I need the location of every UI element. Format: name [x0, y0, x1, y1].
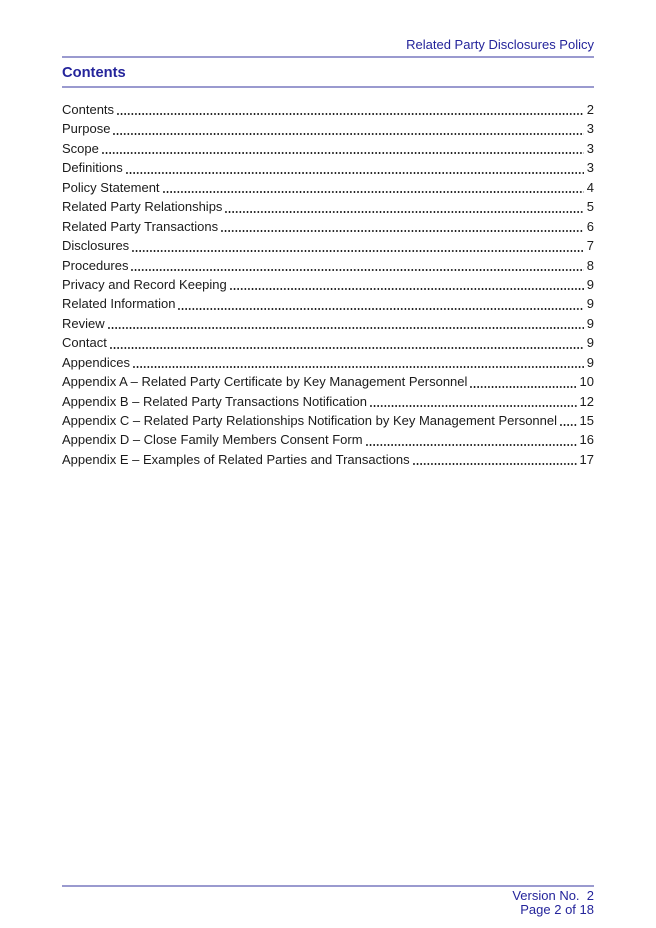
toc-entry-label: Policy Statement [62, 179, 160, 195]
toc-entry[interactable] [62, 333, 594, 352]
toc-entry-page-number: 9 [586, 335, 594, 351]
toc-entry-page-number: 10 [579, 374, 594, 390]
toc-entry[interactable] [62, 450, 594, 469]
toc-entry-label: Review [62, 315, 105, 331]
toc-dot-leader [363, 430, 580, 449]
toc-entry-page-number: 16 [579, 432, 594, 448]
toc-entry-label: Purpose [62, 121, 111, 137]
toc-dot-leader [160, 178, 587, 197]
toc-entry-label: Privacy and Record Keeping [62, 276, 227, 292]
toc-entry-page-number: 8 [586, 257, 594, 273]
toc-entry[interactable] [62, 294, 594, 313]
toc-dot-leader [105, 314, 587, 333]
toc-entry-page-number: 17 [579, 451, 594, 467]
toc-entry-label: Appendix E – Examples of Related Parties and Transactions [62, 451, 410, 467]
toc-entry-page-number: 6 [586, 218, 594, 234]
toc-entry-page-number: 3 [586, 160, 594, 176]
toc-entry-page-number: 9 [586, 276, 594, 292]
toc-entry[interactable] [62, 236, 594, 255]
toc-entry-label: Disclosures [62, 238, 130, 254]
toc-entry-page-number: 9 [586, 354, 594, 370]
toc-dot-leader [99, 139, 587, 158]
footer-page-number: Page 2 of 18 [520, 902, 594, 917]
contents-heading: Contents [62, 65, 594, 88]
toc-dot-leader [222, 197, 586, 216]
document-header [62, 0, 594, 58]
toc-entry[interactable] [62, 411, 594, 430]
toc-entry[interactable] [62, 139, 594, 158]
toc-entry-page-number: 3 [586, 121, 594, 137]
toc-dot-leader [129, 236, 587, 255]
toc-entry-page-number: 3 [586, 140, 594, 156]
toc-entry-page-number: 15 [579, 413, 594, 428]
toc-entry[interactable] [62, 392, 594, 411]
toc-entry-page-number: 12 [579, 393, 594, 409]
document-footer [62, 885, 594, 917]
table-of-contents [62, 100, 594, 469]
toc-entry-page-number: 5 [586, 199, 594, 215]
toc-entry-label: Appendix D – Close Family Members Consent Form [62, 432, 363, 448]
toc-entry-label: Appendix C – Related Party Relationships Notification by Key Management Personnel [62, 413, 557, 428]
toc-dot-leader [367, 392, 580, 411]
toc-entry[interactable] [62, 119, 594, 138]
toc-entry-label: Definitions [62, 160, 123, 176]
toc-entry-label: Procedures [62, 257, 129, 273]
toc-entry[interactable] [62, 372, 594, 391]
toc-entry[interactable] [62, 217, 594, 236]
toc-entry-label: Related Information [62, 296, 176, 312]
toc-entry[interactable] [62, 314, 594, 333]
footer-version-number: Version No. 2 [512, 888, 594, 903]
toc-dot-leader [218, 217, 587, 236]
toc-dot-leader [107, 333, 587, 352]
toc-entry-label: Scope [62, 140, 99, 156]
toc-entry-label: Contents [62, 102, 115, 117]
toc-entry[interactable] [62, 178, 594, 197]
toc-entry-page-number: 2 [586, 102, 594, 117]
toc-entry[interactable] [62, 197, 594, 216]
toc-dot-leader [467, 372, 579, 391]
header-title: Related Party Disclosures Policy [406, 37, 594, 52]
toc-entry[interactable] [62, 430, 594, 449]
toc-dot-leader [175, 294, 586, 313]
toc-entry[interactable] [62, 256, 594, 275]
toc-dot-leader [123, 158, 587, 177]
toc-entry-label: Related Party Transactions [62, 218, 219, 234]
toc-entry-page-number: 7 [586, 238, 594, 254]
toc-dot-leader [227, 275, 587, 294]
toc-dot-leader [130, 353, 587, 372]
toc-entry[interactable] [62, 353, 594, 372]
toc-dot-leader [128, 256, 586, 275]
toc-entry-label: Appendices [62, 354, 130, 370]
toc-dot-leader [110, 119, 586, 138]
toc-entry-page-number: 9 [586, 296, 594, 312]
toc-dot-leader [114, 100, 587, 119]
toc-entry-label: Appendix B – Related Party Transactions Notification [62, 393, 367, 409]
toc-entry[interactable] [62, 100, 594, 119]
toc-entry-page-number: 9 [586, 315, 594, 331]
toc-entry-label: Related Party Relationships [62, 199, 223, 215]
toc-dot-leader [410, 450, 580, 469]
toc-entry-page-number: 4 [586, 179, 594, 195]
toc-entry[interactable] [62, 158, 594, 177]
toc-entry-label: Appendix A – Related Party Certificate by Key Management Personnel [62, 374, 468, 390]
toc-entry[interactable] [62, 275, 594, 294]
toc-entry-label: Contact [62, 335, 107, 351]
toc-dot-leader [557, 411, 580, 430]
